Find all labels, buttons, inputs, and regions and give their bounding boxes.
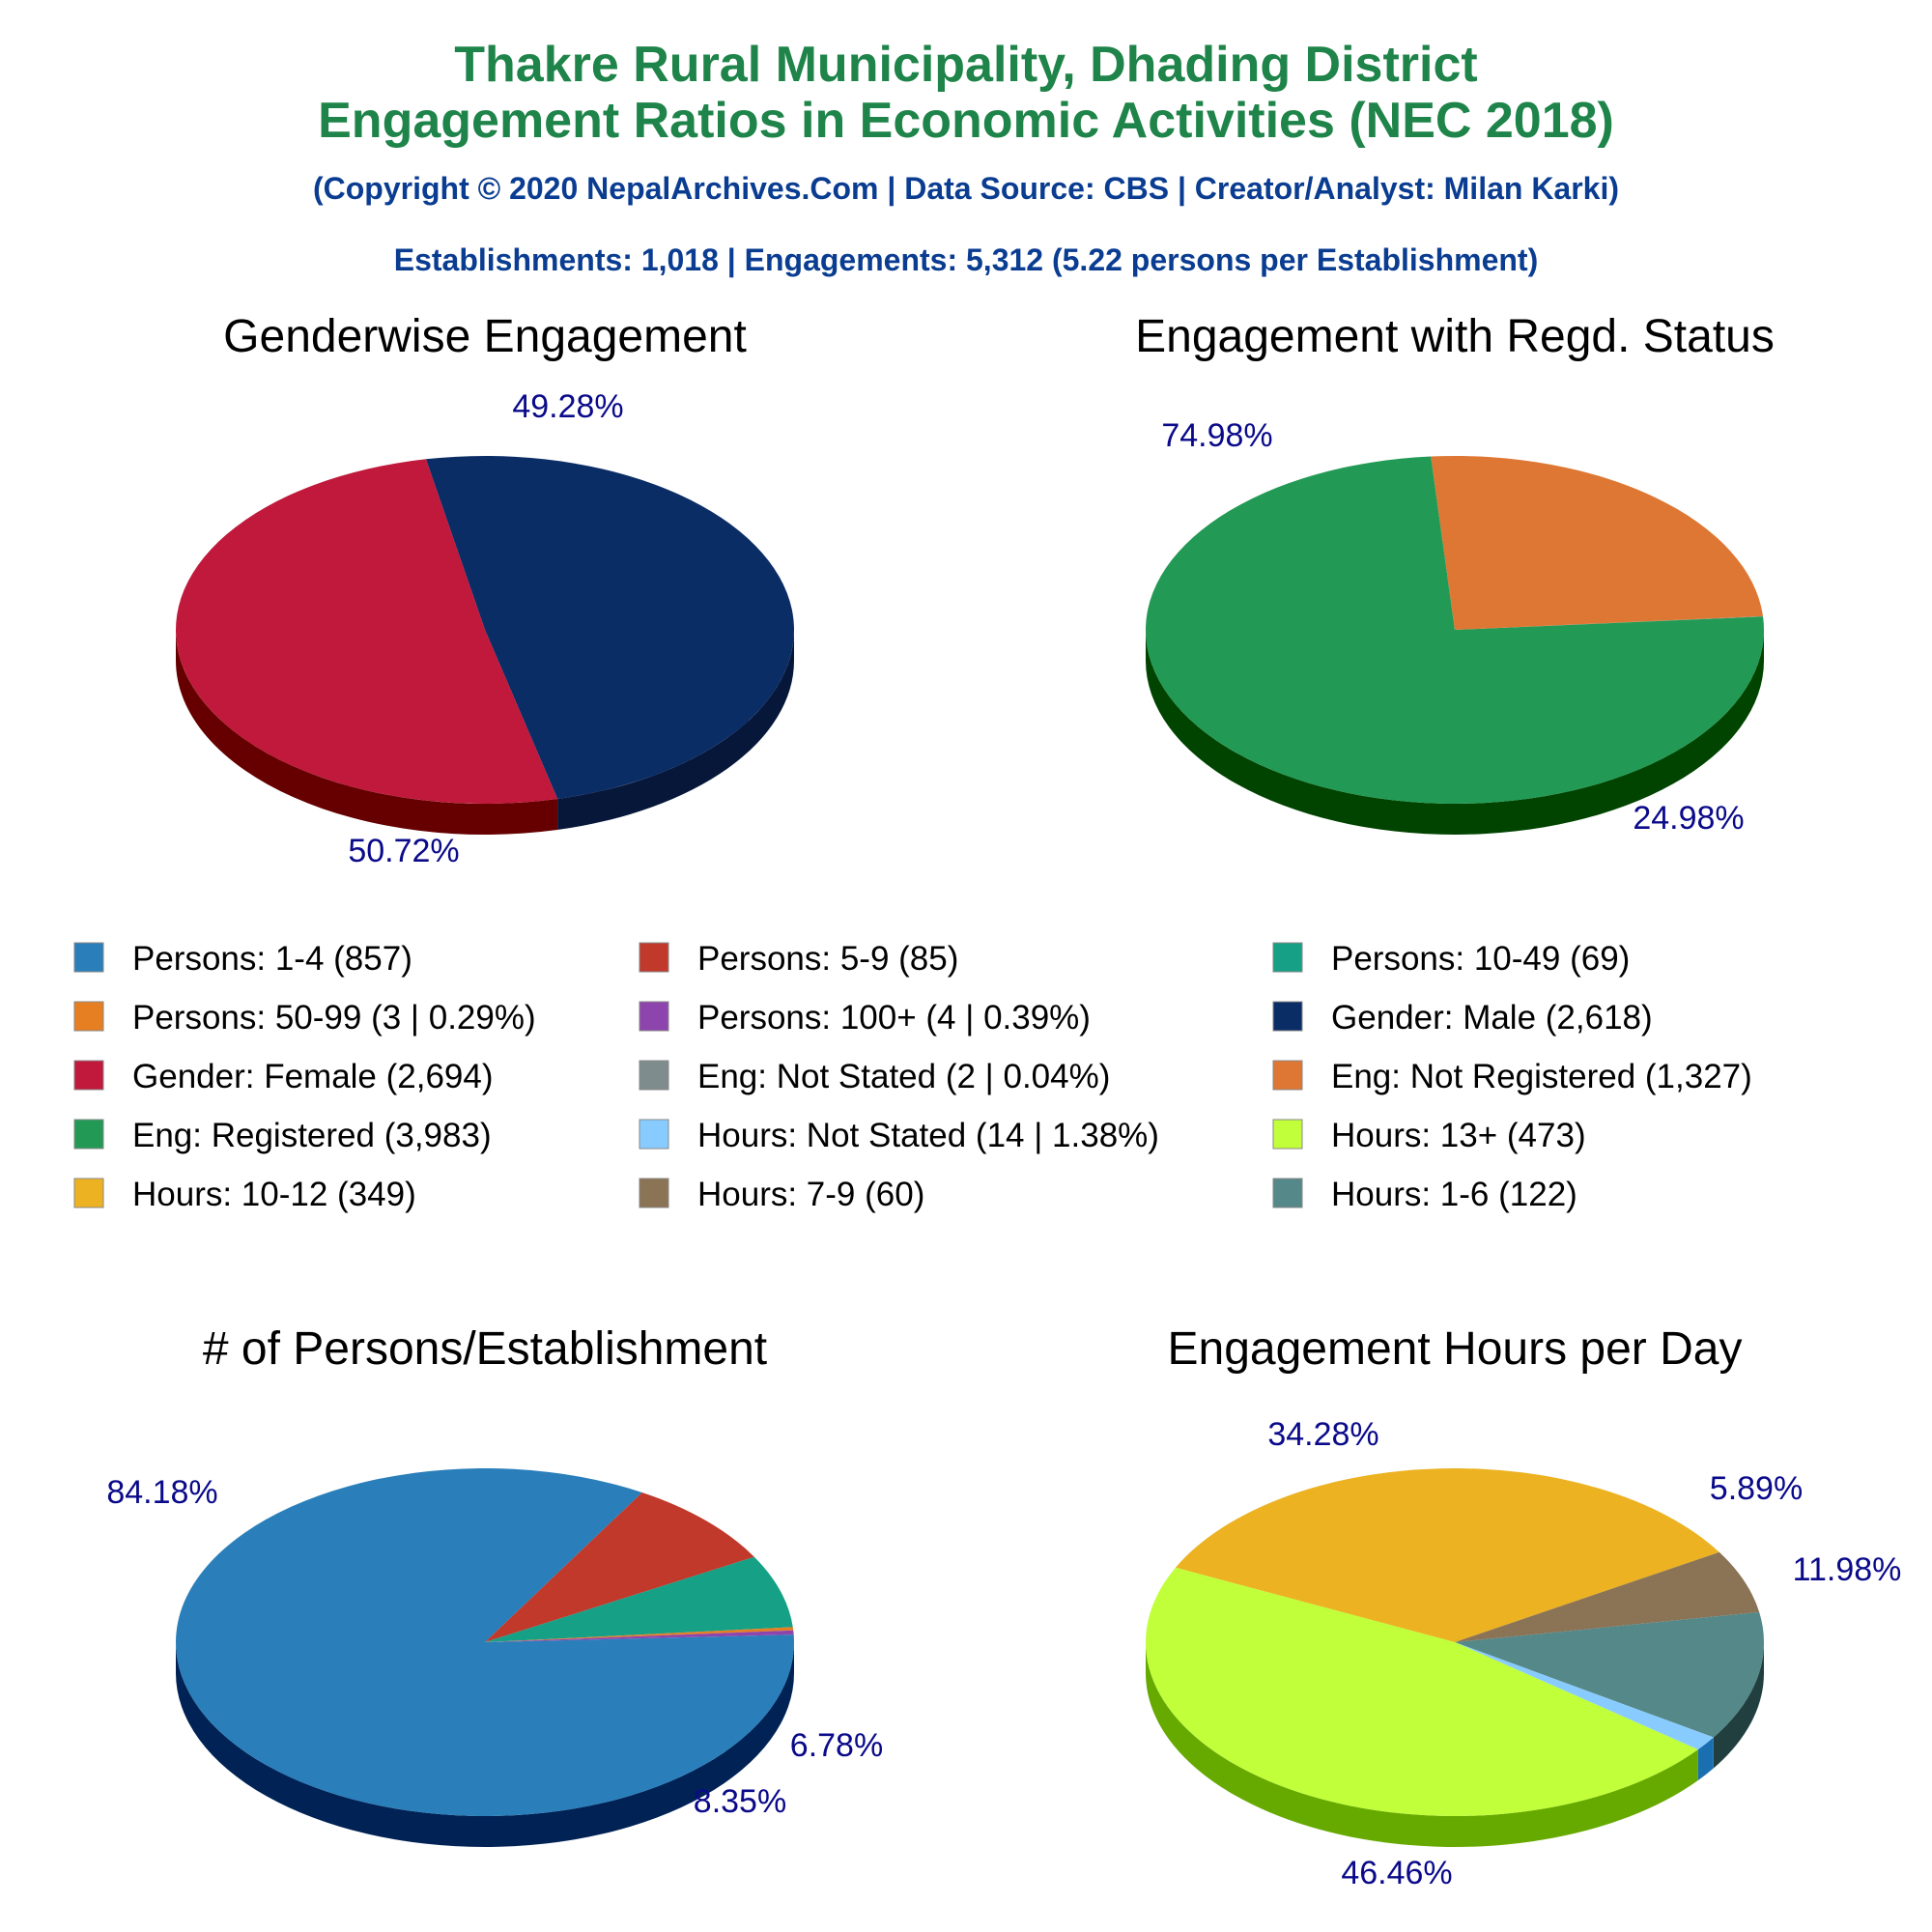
legend-swatch [1273,943,1302,972]
legend-label: Hours: Not Stated (14 | 1.38%) [697,1117,1159,1154]
establishment-summary: Establishments: 1,018 | Engagements: 5,312 (5.22 persons per Establishment) [393,242,1539,277]
pie-title-2: Engagement with Regd. Status [1135,311,1775,362]
legend-label: Hours: 1-6 (122) [1331,1176,1577,1213]
legend-item [1273,1117,1586,1154]
pct-label-3-2: 8.35% [693,1783,787,1820]
legend-swatch [74,1120,103,1149]
chart-title-line1: Thakre Rural Municipality, Dhading District [454,37,1478,93]
legend-label: Hours: 7-9 (60) [697,1176,925,1213]
legend-label: Persons: 10-49 (69) [1331,940,1631,978]
legend-label: Hours: 13+ (473) [1331,1117,1586,1154]
legend-item [639,1058,1110,1095]
pct-label-4-5: 46.46% [1341,1855,1453,1891]
legend-item [639,1176,924,1213]
legend [74,940,1752,1213]
pct-label-4-3: 11.98% [1792,1551,1902,1588]
legend-item [639,1117,1159,1154]
legend-item [1273,1058,1752,1095]
pct-label-2-3: 24.98% [1633,800,1745,837]
pct-label-3-3: 6.78% [789,1727,884,1764]
legend-item [74,1058,494,1095]
legend-swatch [74,1179,103,1208]
pie-title-4: Engagement Hours per Day [1167,1323,1743,1375]
pie-slice-2-not-registered [1431,456,1763,630]
legend-swatch [74,1061,103,1090]
pie-title-1: Genderwise Engagement [223,311,747,362]
pie-chart-3 [106,1323,883,1847]
legend-swatch [639,1002,668,1031]
pct-label-4-2: 5.89% [1709,1470,1804,1507]
legend-label: Gender: Male (2,618) [1331,999,1653,1037]
legend-item [639,940,958,978]
legend-swatch [74,1002,103,1031]
legend-swatch [1273,1120,1302,1149]
legend-swatch [639,1179,668,1208]
pct-label-3-1: 84.18% [106,1474,218,1511]
legend-swatch [1273,1061,1302,1090]
chart-title-line2: Engagement Ratios in Economic Activities (NEC 2018) [318,93,1614,149]
pct-label-1-1: 49.28% [512,388,624,425]
legend-swatch [639,1061,668,1090]
pct-label-1-2: 50.72% [348,833,460,869]
pie-chart-1 [176,311,794,869]
legend-swatch [74,943,103,972]
legend-swatch [1273,1002,1302,1031]
legend-item [74,1176,416,1213]
pct-label-2-2: 74.98% [1161,417,1273,454]
pie-chart-4 [1146,1323,1901,1891]
legend-label: Eng: Not Registered (1,327) [1331,1058,1752,1095]
pie-charts [106,311,1901,1891]
legend-item [74,940,412,978]
legend-label: Eng: Not Stated (2 | 0.04%) [697,1058,1111,1095]
legend-label: Eng: Registered (3,983) [132,1117,492,1154]
legend-label: Hours: 10-12 (349) [132,1176,416,1213]
legend-swatch [639,943,668,972]
legend-item [639,999,1091,1037]
legend-item [74,999,536,1037]
legend-item [1273,999,1653,1037]
copyright-subtitle: (Copyright © 2020 NepalArchives.Com | Data Source: CBS | Creator/Analyst: Milan Karki) [312,171,1620,206]
legend-item [1273,940,1630,978]
legend-item [1273,1176,1577,1213]
legend-item [74,1117,492,1154]
pie-title-3: # of Persons/Establishment [202,1323,768,1375]
legend-label: Persons: 5-9 (85) [697,940,959,978]
legend-swatch [639,1120,668,1149]
pct-label-4-1: 34.28% [1267,1416,1379,1453]
legend-label: Persons: 100+ (4 | 0.39%) [697,999,1091,1037]
pie-chart-2 [1135,311,1775,837]
legend-swatch [1273,1179,1302,1208]
legend-label: Gender: Female (2,694) [132,1058,494,1095]
legend-label: Persons: 50-99 (3 | 0.29%) [132,999,536,1037]
legend-label: Persons: 1-4 (857) [132,940,412,978]
